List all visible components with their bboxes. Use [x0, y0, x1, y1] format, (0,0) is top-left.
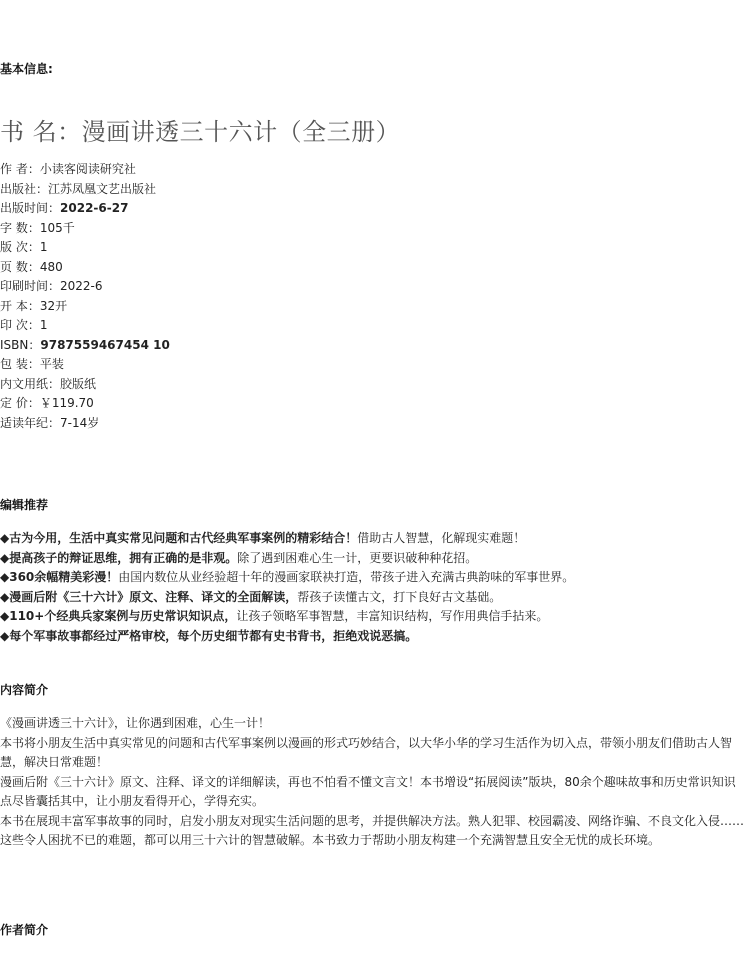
info-value: 480 [39, 259, 63, 274]
info-label: 定 价： [0, 396, 40, 410]
recommendation-detail: 由国内数位从业经验超十年的漫画家联袂打造，带孩子进入充满古典韵味的军事世界。 [118, 570, 575, 584]
info-value: 9787559467454 10 [40, 337, 170, 352]
info-value: 2022-6 [60, 279, 103, 293]
recommendation-item [0, 529, 750, 549]
info-row [0, 258, 170, 278]
book-title [0, 112, 400, 147]
info-value: 1 [39, 318, 48, 332]
recommendation-item [0, 588, 750, 608]
info-row [0, 160, 170, 180]
info-label: 开 本： [0, 298, 40, 313]
info-value: 105千 [39, 220, 75, 235]
info-row [0, 199, 170, 219]
intro-paragraph: 本书将小朋友生活中真实常见的问题和古代军事案例以漫画的形式巧妙结合，以大华小华的学习生活作为切入点，带领小朋友们借助古人智慧，解决日常难题！ [0, 735, 733, 769]
recommendation-highlight: ◆古为今用，生活中真实常见问题和古代经典军事案例的精彩结合！ [0, 531, 358, 545]
info-label: 出版时间： [0, 201, 61, 215]
book-title-label: 书 名： [0, 118, 82, 146]
intro-paragraph: 漫画后附《三十六计》原文、注释、译文的详细解读，再也不怕看不懂文言文！本书增设“拓展阅读”版块，80余个趣味故事和历史常识知识点尽皆囊括其中，让小朋友看得开心，学得充实。 [0, 774, 736, 808]
author-intro-heading: 作者简介 [0, 923, 49, 937]
info-row [0, 277, 170, 297]
info-label: 包 装： [0, 357, 40, 371]
basic-info-heading: 基本信息: [0, 62, 53, 76]
info-label: 出版社： [0, 181, 49, 196]
recommendation-item [0, 568, 750, 588]
intro-paragraph: 《漫画讲透三十六计》，让你遇到困难，心生一计！ [0, 716, 271, 730]
recommendation-detail: 让孩子领略军事智慧，丰富知识结构，写作用典信手拈来。 [236, 609, 549, 623]
info-value: 32开 [39, 298, 68, 313]
info-row [0, 180, 170, 200]
editor-recommendation-heading: 编辑推荐 [0, 498, 49, 512]
info-row [0, 394, 170, 414]
info-row [0, 297, 170, 317]
info-label: 适读年纪： [0, 415, 61, 430]
basic-info-list [0, 160, 170, 433]
editor-recommendation-list [0, 529, 750, 646]
info-row [0, 414, 170, 434]
info-value: 7-14岁 [60, 415, 100, 430]
info-row [0, 238, 170, 258]
recommendation-highlight: ◆提高孩子的辩证思维，拥有正确的是非观。 [0, 550, 238, 565]
info-row [0, 219, 170, 239]
info-row [0, 375, 170, 395]
info-label: 内文用纸： [0, 376, 61, 391]
recommendation-item [0, 549, 750, 569]
recommendation-highlight: ◆110+个经典兵家案例与历史常识知识点， [0, 609, 237, 623]
info-value: 小读客阅读研究社 [39, 162, 136, 176]
info-label: 作 者： [0, 162, 40, 176]
content-intro-heading: 内容简介 [0, 683, 49, 697]
info-label: 版 次： [0, 240, 40, 254]
recommendation-item [0, 607, 750, 627]
recommendation-detail: 除了遇到困难心生一计，更要识破种种花招。 [237, 550, 478, 565]
content-intro-body [0, 714, 746, 851]
info-label: 字 数： [0, 220, 40, 235]
recommendation-detail: 借助古人智慧，化解现实难题！ [357, 531, 526, 545]
recommendation-highlight: ◆360余幅精美彩漫！ [0, 570, 119, 584]
info-row [0, 316, 170, 336]
info-value: 2022-6-27 [60, 201, 129, 215]
recommendation-highlight: ◆每个军事故事都经过严格审校，每个历史细节都有史书背书，拒绝戏说恶搞。 [0, 628, 418, 643]
recommendation-item [0, 627, 750, 647]
info-value: 1 [39, 240, 48, 254]
info-label: 页 数： [0, 259, 40, 274]
recommendation-detail: 帮孩子读懂古文，打下良好古文基础。 [297, 589, 502, 604]
info-label: 印刷时间： [0, 279, 61, 293]
info-label: 印 次： [0, 318, 40, 332]
info-label: ISBN： [0, 337, 41, 352]
info-row [0, 355, 170, 375]
intro-paragraph: 本书在展现丰富军事故事的同时，启发小朋友对现实生活问题的思考，并提供解决方法。熟人犯罪、校园霸凌、网络诈骗、不良文化入侵……这些令人困扰不已的难题，都可以用三十六计的智慧破解。本书致力于帮助小朋友构建一个充满智慧且安全无忧的成长环境。 [0, 813, 745, 847]
info-value: 江苏凤凰文艺出版社 [48, 181, 157, 196]
info-value: ￥119.70 [39, 396, 94, 410]
info-value: 平装 [39, 357, 64, 371]
info-row [0, 336, 170, 356]
book-title-value: 漫画讲透三十六计（全三册） [81, 118, 401, 146]
recommendation-highlight: ◆漫画后附《三十六计》原文、注释、译文的全面解读， [0, 589, 298, 604]
info-value: 胶版纸 [60, 376, 97, 391]
